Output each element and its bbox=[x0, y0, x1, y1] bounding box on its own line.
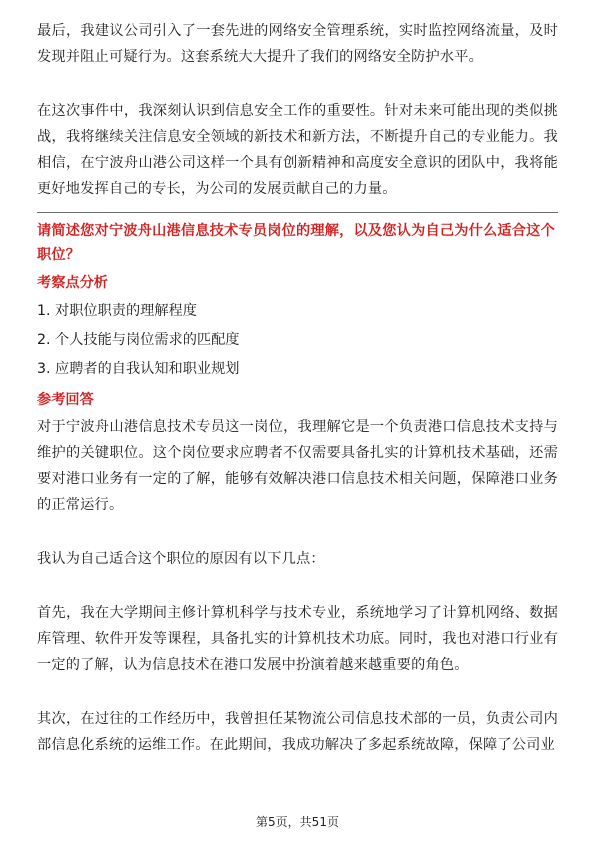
analysis-item: 2. 个人技能与岗位需求的匹配度 bbox=[37, 332, 240, 348]
answer-heading: 参考回答 bbox=[37, 392, 94, 408]
analysis-item: 1. 对职位职责的理解程度 bbox=[37, 303, 197, 319]
answer-paragraph: 对于宁波舟山港信息技术专员这一岗位，我理解它是一个负责港口信息技术支持与维护的关键职位。这个岗位要求应聘者不仅需要具备扎实的计算机技术基础，还需要对港口业务有一定的了解，能够有效解决港口信息技术相关问题，保障港口业务的正常运行。 bbox=[37, 419, 558, 513]
page-number: 第5页，共51页 bbox=[256, 815, 339, 829]
answer-paragraph: 其次，在过往的工作经历中，我曾担任某物流公司信息技术部的一员，负责公司内部信息化系统的运维工作。在此期间，我成功解决了多起系统故障，保障了公司业 bbox=[37, 711, 558, 753]
answer-paragraph: 首先，我在大学期间主修计算机科学与技术专业，系统地学习了计算机网络、数据库管理、软件开发等课程，具备扎实的计算机技术功底。同时，我也对港口行业有一定的了解，认为信息技术在港口发展中扮演着越来越重要的角色。 bbox=[37, 605, 558, 673]
section-divider bbox=[37, 212, 558, 213]
paragraph-reflection: 在这次事件中，我深刻认识到信息安全工作的重要性。针对未来可能出现的类似挑战，我将继续关注信息安全领域的新技术和新方法，不断提升自己的专业能力。我相信，在宁波舟山港公司这样一个具有创新精神和高度安全意识的团队中，我将能更好地发挥自己的专长，为公司的发展贡献自己的力量。 bbox=[37, 103, 558, 197]
paragraph-conclusion: 最后，我建议公司引入了一套先进的网络安全管理系统，实时监控网络流量，及时发现并阻止可疑行为。这套系统大大提升了我们的网络安全防护水平。 bbox=[37, 23, 558, 65]
spacer bbox=[37, 70, 558, 98]
spacer bbox=[37, 572, 558, 600]
analysis-heading: 考察点分析 bbox=[37, 275, 108, 291]
spacer bbox=[37, 678, 558, 706]
page-content bbox=[37, 18, 558, 758]
answer-paragraph: 我认为自己适合这个职位的原因有以下几点： bbox=[37, 551, 325, 567]
interview-question: 请简述您对宁波舟山港信息技术专员岗位的理解，以及您认为自己为什么适合这个职位？ bbox=[37, 223, 555, 263]
spacer bbox=[37, 518, 558, 546]
analysis-item: 3. 应聘者的自我认知和职业规划 bbox=[37, 361, 240, 377]
